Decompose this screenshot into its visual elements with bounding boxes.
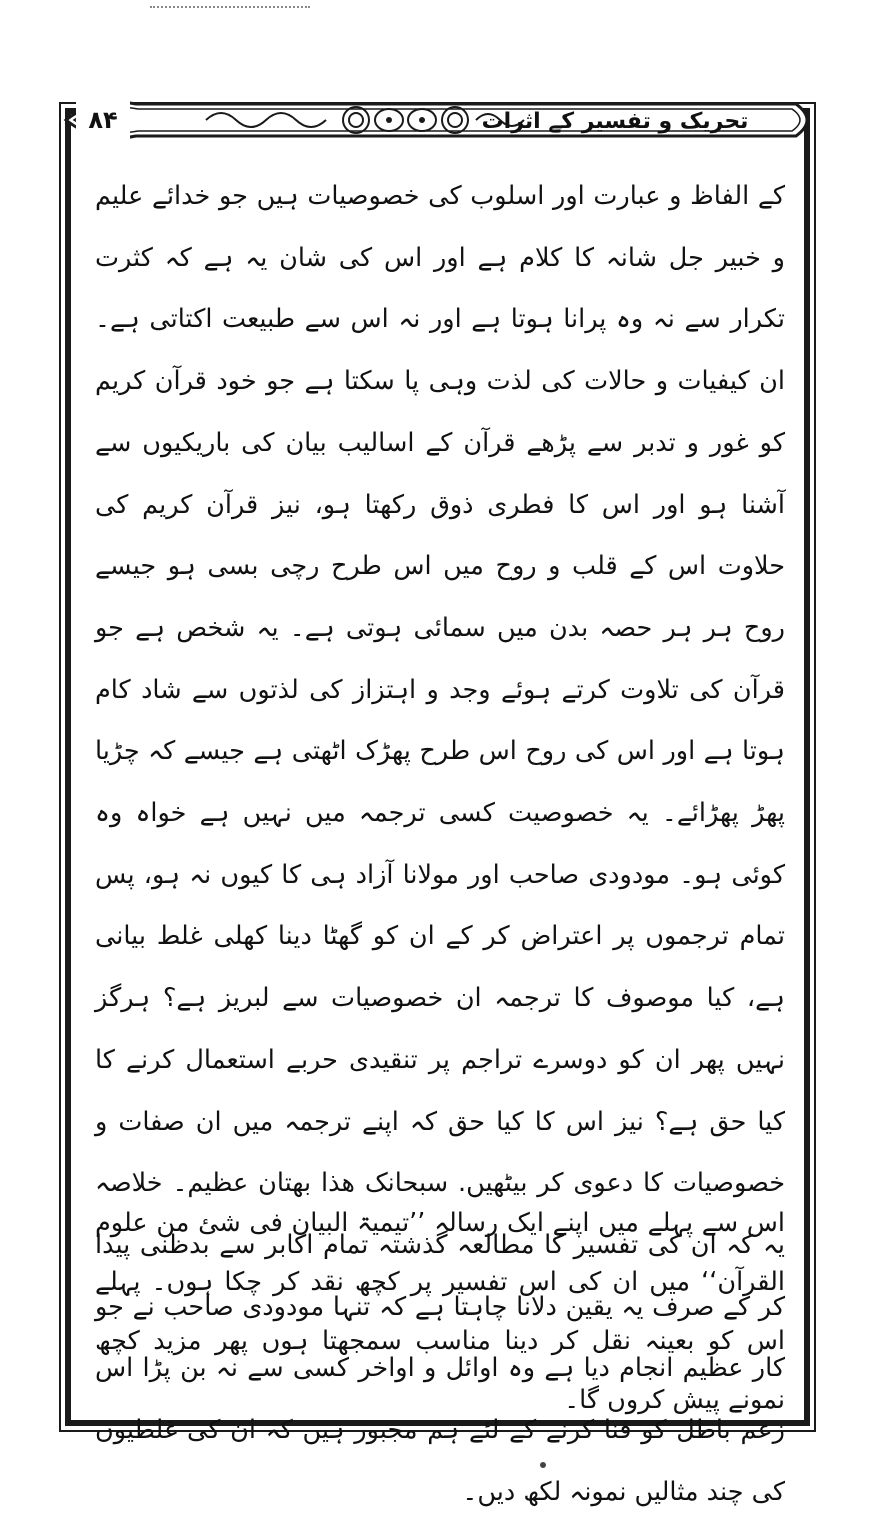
top-edge-mark (150, 6, 310, 8)
running-head-title: تحریک و تفسیر کے اثرات (481, 108, 749, 134)
main-paragraph: کے الفاظ و عبارت اور اسلوب کی خصوصیات ہیں جو خدائے علیم و خبیر جل شانہ کا کلام ہے اور اس کی شان یہ ہے کہ کثرت تکرار سے نہ وہ پرانا ہوتا ہے اور نہ اس سے طبیعت اکتاتی ہے۔ ان کیفیات و حالات کی لذت وہی پا سکتا ہے جو خود قرآن کریم کو غور و تدبر سے پڑھے قرآن کے اسالیب بیان کی باریکیوں سے آشنا ہو اور اس کا فطری ذوق رکھتا ہو، نیز قرآن کریم کی حلاوت اس کے قلب و روح میں اس طرح رچی بسی ہو جیسے روح ہر ہر حصہ بدن میں سمائی ہوتی ہے۔ یہ شخص ہے جو قرآن کی تلاوت کرتے ہوئے وجد و اہتزاز کی لذتوں سے شاد کام ہوتا ہے اور اس کی روح اس طرح پھڑک اٹھتی ہے جیسے کہ چڑیا پھڑ پھڑائے۔ یہ خصوصیت کسی ترجمہ میں نہیں ہے خواہ وہ کوئی ہو۔ مودودی صاحب اور مولانا آزاد ہی کا کیوں نہ ہو، پس تمام ترجموں پر اعتراض کر کے ان کو گھٹا دینا کھلی غلط بیانی ہے، کیا موصوف کا ترجمہ ان خصوصیات سے لبریز ہے؟ ہرگز نہیں پھر ان کو دوسرے تراجم پر تنقیدی حربے استعمال کرنے کا کیا حق ہے؟ نیز اس کا کیا حق کہ اپنے ترجمہ میں ان صفات و خصوصیات کا دعوی کر بیٹھیں. سبحانک ھذا بھتان عظیم۔ خلاصہ یہ کہ ان کی تفسیر کا مطالعہ گذشتہ تمام اکابر سے بدظنی پیدا کر کے صرف یہ یقین دلانا چاہتا ہے کہ تنہا مودودی صاحب نے جو کار عظیم انجام دیا ہے وہ اوائل و اواخر کسی سے نہ بن پڑا اس زعم باطل کو فنا کرنے کے لئے ہم مجبور ہیں کہ ان کی غلطیوں کی چند مثالیں نمونہ لکھ دیں۔ (95, 181, 785, 1507)
closing-paragraph: اس سے پہلے میں اپنے ایک رسالہ ’’تیمیۃ البیان فی شئ من علوم القرآن‘‘ میں ان کی اس تفسیر پر کچھ نقد کر چکا ہوں۔ پہلے اس کو بعینہ نقل کر دینا مناسب سمجھتا ہوں پھر مزید کچھ نمونے پیش کروں گا۔ (95, 1208, 785, 1415)
page-number: ۸۴ (76, 100, 130, 140)
scan-speck (540, 1462, 546, 1468)
